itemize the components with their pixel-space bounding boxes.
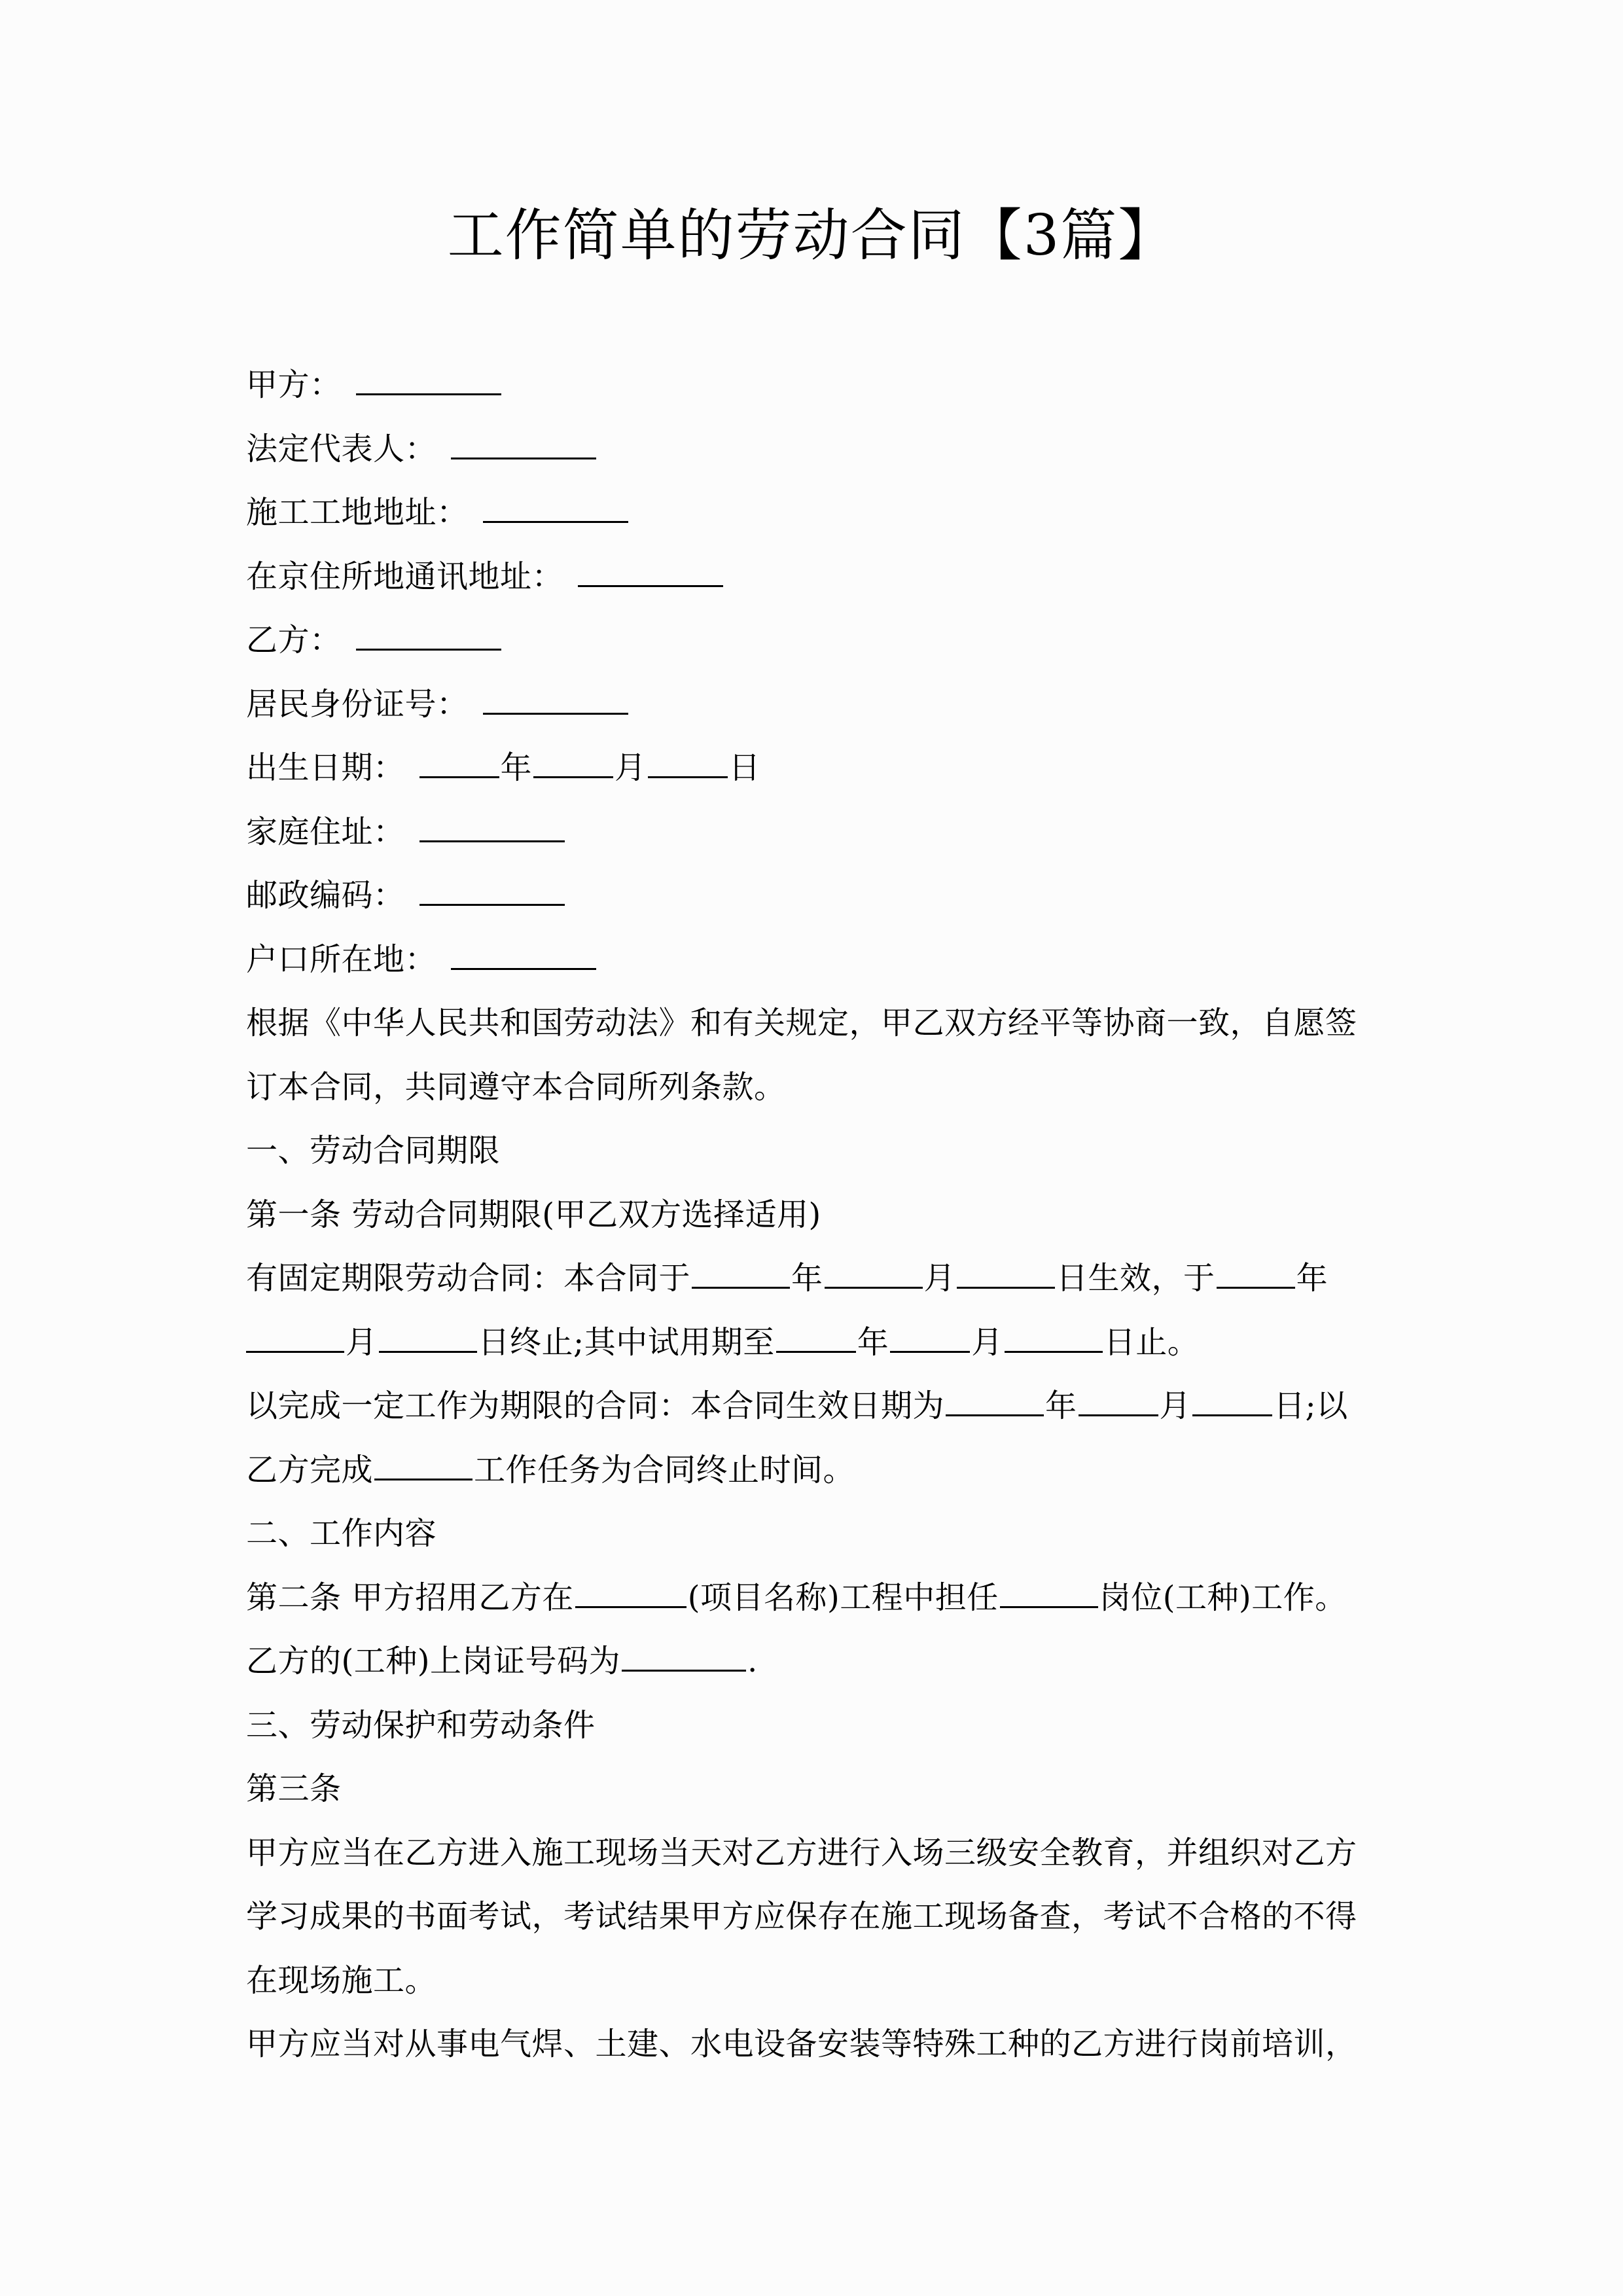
field-birth-date [246,736,1385,800]
text: 日终止;其中试用期至 [478,1323,775,1361]
fill-blank[interactable] [379,1322,477,1353]
field-postal-code [246,864,1385,928]
text: 年 [1045,1388,1077,1424]
field-label: 家庭住址： [246,813,405,850]
day-label: 日 [728,749,761,786]
text: (项目名称)工程中担任 [687,1579,999,1616]
fill-blank[interactable] [1192,1386,1272,1416]
fill-blank[interactable] [957,1258,1055,1289]
fill-blank[interactable] [451,429,596,459]
field-household-registration [246,928,1385,992]
text: 月 [971,1323,1003,1361]
field-party-b [246,609,1385,673]
article-title: 第三条 [246,1770,342,1807]
field-label: 施工工地地址： [246,494,469,531]
fill-blank[interactable] [890,1322,970,1353]
year-blank[interactable] [419,747,499,778]
article2-line [246,1630,1385,1694]
fill-blank[interactable] [946,1386,1044,1416]
text: 日止。 [1103,1323,1200,1361]
paragraph-line: 甲方应当在乙方进入施工现场当天对乙方进行入场三级安全教育，并组织对乙方 [246,1834,1357,1871]
text: 月 [923,1260,956,1297]
task-term-line [246,1374,1385,1439]
text: 岗位(工种)工作。 [1099,1579,1347,1616]
field-label: 法定代表人： [246,430,437,467]
text: 乙方的(工种)上岗证号码为 [246,1643,620,1679]
day-blank[interactable] [648,747,728,778]
document-title: 工作简单的劳动合同【3篇】 [447,203,1176,268]
fill-blank[interactable] [1005,1322,1103,1353]
section-heading: 二、工作内容 [246,1515,437,1552]
fill-blank[interactable] [1079,1386,1158,1416]
field-home-address [246,800,1385,865]
fixed-term-line [246,1247,1385,1311]
field-party-a [246,353,1385,418]
field-id-number [246,673,1385,737]
intro-line: 订本合同，共同遵守本合同所列条款。 [246,1068,786,1105]
fill-blank[interactable] [692,1258,790,1289]
field-label: 在京住所地通讯地址： [246,558,564,595]
field-label: 居民身份证号： [246,685,469,723]
fill-blank[interactable] [483,684,628,715]
paragraph-line: 学习成果的书面考试，考试结果甲方应保存在施工现场备查，考试不合格的不得 [246,1898,1357,1935]
text: 月 [1159,1388,1192,1424]
certificate-number-blank[interactable] [622,1641,746,1672]
field-site-address [246,481,1385,545]
month-blank[interactable] [533,747,613,778]
fill-blank[interactable] [356,365,501,395]
text: 有固定期限劳动合同：本合同于 [246,1260,691,1297]
field-label: 邮政编码： [246,877,405,914]
year-label: 年 [500,749,533,786]
text: . [747,1643,758,1679]
text: 年 [1296,1260,1329,1297]
field-label: 乙方： [246,622,342,658]
fill-blank[interactable] [1217,1258,1295,1289]
section-heading: 一、劳动合同期限 [246,1132,501,1169]
fill-blank[interactable] [356,620,501,651]
text: 日生效，于 [1056,1260,1215,1297]
fill-blank[interactable] [451,939,596,970]
article-title: 第一条 劳动合同期限(甲乙双方选择适用) [246,1196,821,1233]
task-term-line [246,1439,1385,1503]
position-blank[interactable] [1000,1577,1098,1608]
fill-blank[interactable] [825,1258,923,1289]
section-heading: 三、劳动保护和劳动条件 [246,1706,596,1744]
project-name-blank[interactable] [575,1577,687,1608]
field-beijing-address [246,545,1385,609]
paragraph-line: 甲方应当对从事电气焊、土建、水电设备安装等特殊工种的乙方进行岗前培训， [246,2026,1357,2062]
text: 以完成一定工作为期限的合同：本合同生效日期为 [246,1388,945,1424]
text: 年 [791,1260,823,1297]
text: 乙方完成 [246,1451,374,1488]
field-label: 甲方： [246,367,342,403]
fill-blank[interactable] [776,1322,856,1353]
document-body [246,353,1385,2077]
fill-blank[interactable] [578,556,723,587]
fill-blank[interactable] [419,875,565,906]
paragraph-line: 在现场施工。 [246,1962,437,1999]
text: 日;以 [1274,1388,1348,1424]
fill-blank[interactable] [246,1322,344,1353]
text: 工作任务为合同终止时间。 [474,1451,855,1488]
fixed-term-line [246,1311,1385,1375]
article2-line [246,1566,1385,1630]
fill-blank[interactable] [483,492,628,523]
text: 月 [346,1323,378,1361]
field-label: 出生日期： [246,749,405,786]
text: 第二条 甲方招用乙方在 [246,1579,574,1616]
field-label: 户口所在地： [246,941,437,978]
fill-blank[interactable] [419,812,565,842]
text: 年 [857,1323,889,1361]
fill-blank[interactable] [374,1450,473,1480]
field-legal-representative [246,418,1385,482]
month-label: 月 [615,749,647,786]
intro-line: 根据《中华人民共和国劳动法》和有关规定，甲乙双方经平等协商一致，自愿签 [246,1005,1357,1041]
